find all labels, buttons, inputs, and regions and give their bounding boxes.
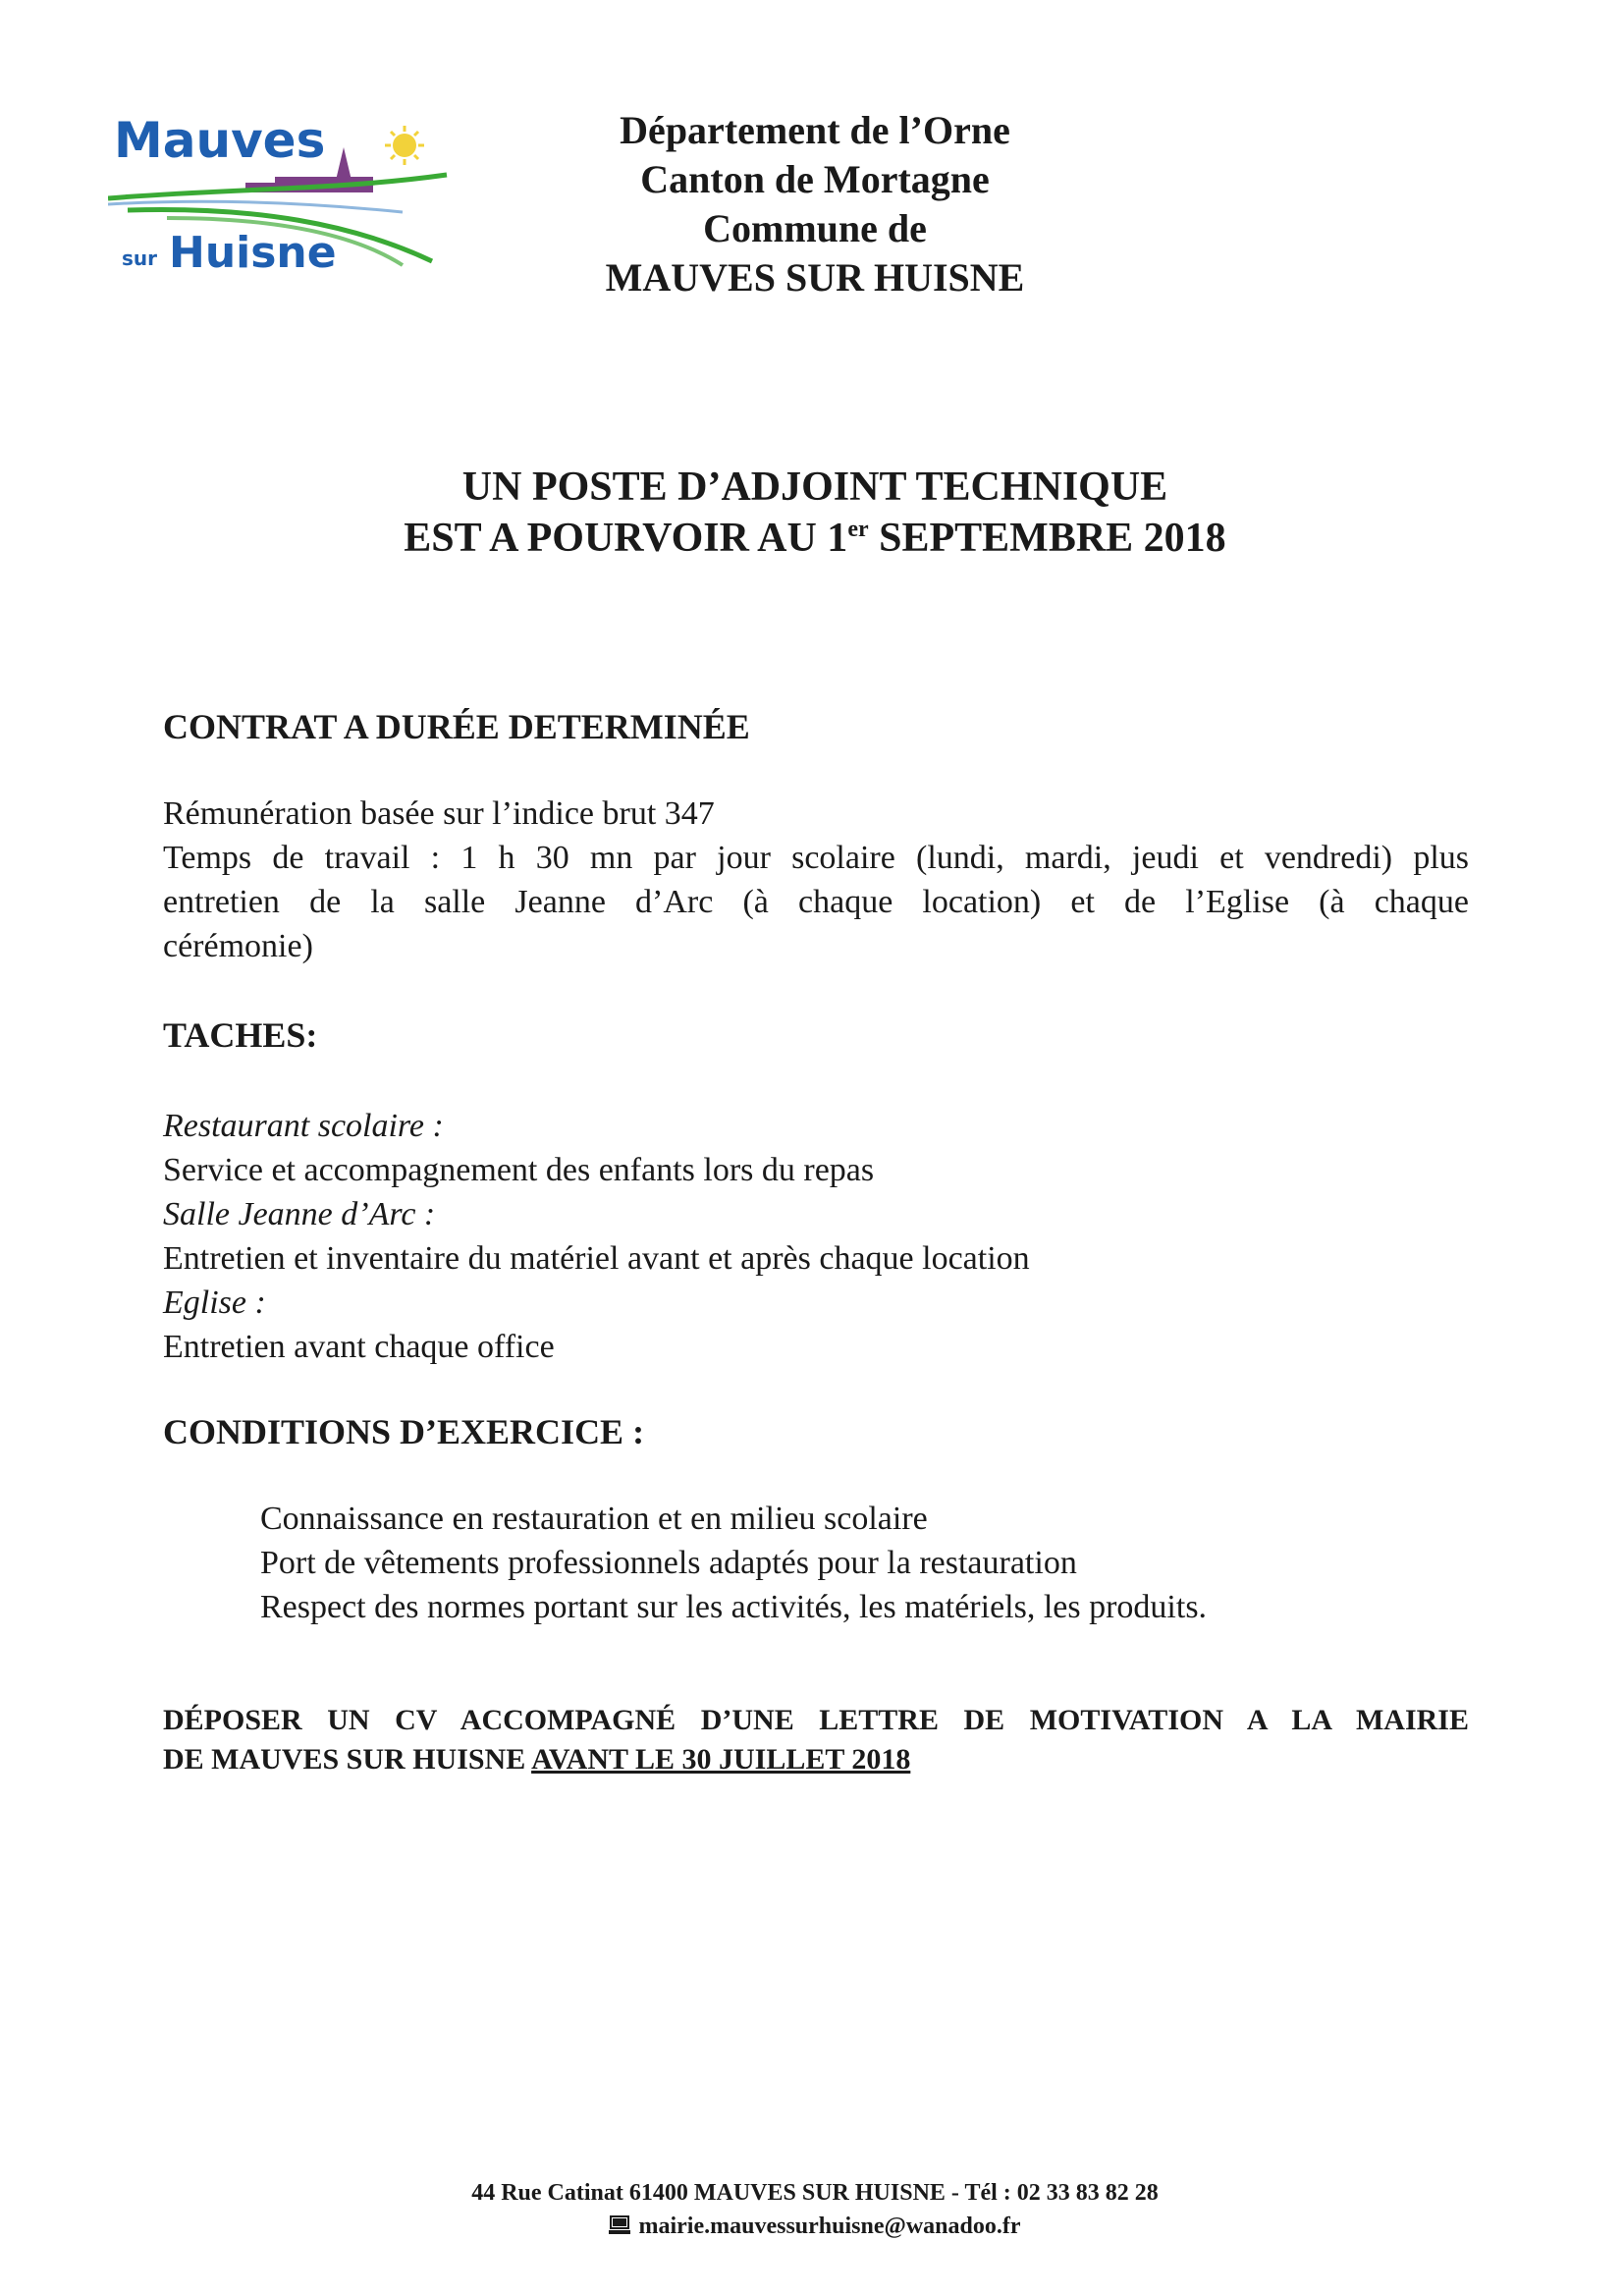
header-commune-label: Commune de: [703, 206, 927, 250]
application-deadline: AVANT LE 30 JUILLET 2018: [531, 1743, 911, 1776]
commune-logo: [108, 108, 461, 275]
task-description: Service et accompagnement des enfants lors du repas: [163, 1152, 875, 1188]
header-canton: Canton de Mortagne: [640, 157, 990, 201]
logo-word-mauves: Mauves: [114, 112, 326, 169]
tasks-list: [163, 1104, 1439, 1369]
tasks-heading: TACHES:: [163, 1015, 318, 1055]
title-line-2-start: EST A POURVOIR AU 1: [404, 516, 848, 561]
logo-word-sur: sur: [122, 246, 158, 270]
condition-item: Connaissance en restauration et en milieu scolaire: [260, 1501, 928, 1537]
task-place: Salle Jeanne d’Arc :: [163, 1196, 436, 1232]
conditions-list: [260, 1497, 1438, 1629]
contact-footer: [353, 2176, 1276, 2245]
task-description: Entretien et inventaire du matériel avant et après chaque location: [163, 1240, 1030, 1277]
footer-address: 44 Rue Catinat 61400 MAUVES SUR HUISNE - Tél : 02 33 83 82 28: [471, 2180, 1159, 2206]
working-time-line-2: entretien de la salle Jeanne d’Arc (à chaque location) et de l’Eglise (à chaque: [163, 884, 1469, 920]
conditions-heading: CONDITIONS D’EXERCICE :: [163, 1412, 645, 1451]
contract-details: [163, 792, 1469, 968]
computer-icon: [609, 2212, 630, 2245]
footer-email-line: [353, 2210, 1276, 2245]
title-line-2: [295, 513, 1335, 564]
header-department: Département de l’Orne: [620, 108, 1010, 152]
application-instructions: [163, 1701, 1469, 1779]
working-time-line-1: Temps de travail : 1 h 30 mn par jour scolaire (lundi, mardi, jeudi et vendredi) plus: [163, 840, 1469, 876]
task-place: Restaurant scolaire :: [163, 1108, 444, 1144]
job-title: [295, 462, 1335, 564]
instructions-line-1: DÉPOSER UN CV ACCOMPAGNÉ D’UNE LETTRE DE MOTIVATION A LA MAIRIE: [163, 1704, 1469, 1736]
title-line-2-end: SEPTEMBRE 2018: [868, 516, 1226, 561]
instructions-recipient: DE MAUVES SUR HUISNE: [163, 1743, 532, 1776]
working-time-paragraph: [163, 836, 1469, 924]
salary-line: Rémunération basée sur l’indice brut 347: [163, 795, 715, 832]
task-place: Eglise :: [163, 1285, 266, 1321]
sun-icon: [385, 126, 424, 165]
instructions-line-2: [163, 1740, 1469, 1779]
document-header: [550, 106, 1080, 302]
logo-word-huisne: Huisne: [169, 228, 337, 275]
header-commune-name: MAUVES SUR HUISNE: [605, 255, 1025, 300]
logo-graphic: [108, 108, 461, 275]
working-time-line-3: cérémonie): [163, 928, 313, 964]
title-ordinal-suffix: er: [847, 517, 869, 542]
title-line-1: UN POSTE D’ADJOINT TECHNIQUE: [461, 465, 1168, 510]
condition-item: Respect des normes portant sur les activités, les matériels, les produits.: [260, 1589, 1208, 1625]
contract-heading: CONTRAT A DURÉE DETERMINÉE: [163, 707, 750, 746]
footer-email[interactable]: mairie.mauvessurhuisne@wanadoo.fr: [638, 2214, 1021, 2239]
condition-item: Port de vêtements professionnels adaptés pour la restauration: [260, 1545, 1077, 1581]
task-description: Entretien avant chaque office: [163, 1329, 555, 1365]
